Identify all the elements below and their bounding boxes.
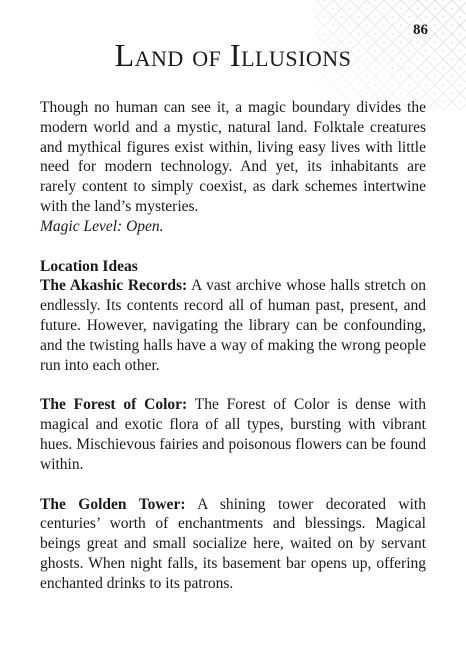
location-description: A vast archive whose halls stretch on endlessly. Its contents record all of human past, present, and future. However, navigating the library can be confounding, and the twisting halls have a way of making the wrong people run into each other. — [40, 277, 426, 374]
page-title: Land of Illusions — [114, 37, 352, 73]
location-description: A shining tower decorated with centuries’ worth of enchantments and blessings. Magical beings great and small socialize here, waited on by servant ghosts. When night falls, its basement bar opens up, offering enchanted drinks to its patrons. — [40, 495, 426, 592]
location-entry-akashic-records — [40, 276, 426, 375]
location-name: The Forest of Color: — [40, 396, 188, 414]
location-ideas-heading: Location Ideas — [40, 257, 138, 275]
location-description: The Forest of Color is dense with magical and exotic flora of all types, bursting with vibrant hues. Mischievous fairies and poisonous flowers can be found within. — [40, 396, 426, 473]
magic-level: Magic Level: Open. — [40, 217, 164, 235]
location-entry-forest-of-color — [40, 395, 426, 474]
intro-paragraph: Though no human can see it, a magic boundary divides the modern world and a mystic, natural land. Folktale creatures and mythical figures exist within, living easy lives with little need for modern technology. And yet, its inhabitants are rarely content to simply coexist, as dark schemes intertwine with the land’s mysteries. — [40, 99, 426, 215]
location-entry-golden-tower — [40, 495, 426, 594]
page-content — [40, 98, 426, 594]
location-name: The Akashic Records: — [40, 277, 188, 295]
page-number: 86 — [413, 22, 428, 38]
location-name: The Golden Tower: — [40, 495, 186, 513]
